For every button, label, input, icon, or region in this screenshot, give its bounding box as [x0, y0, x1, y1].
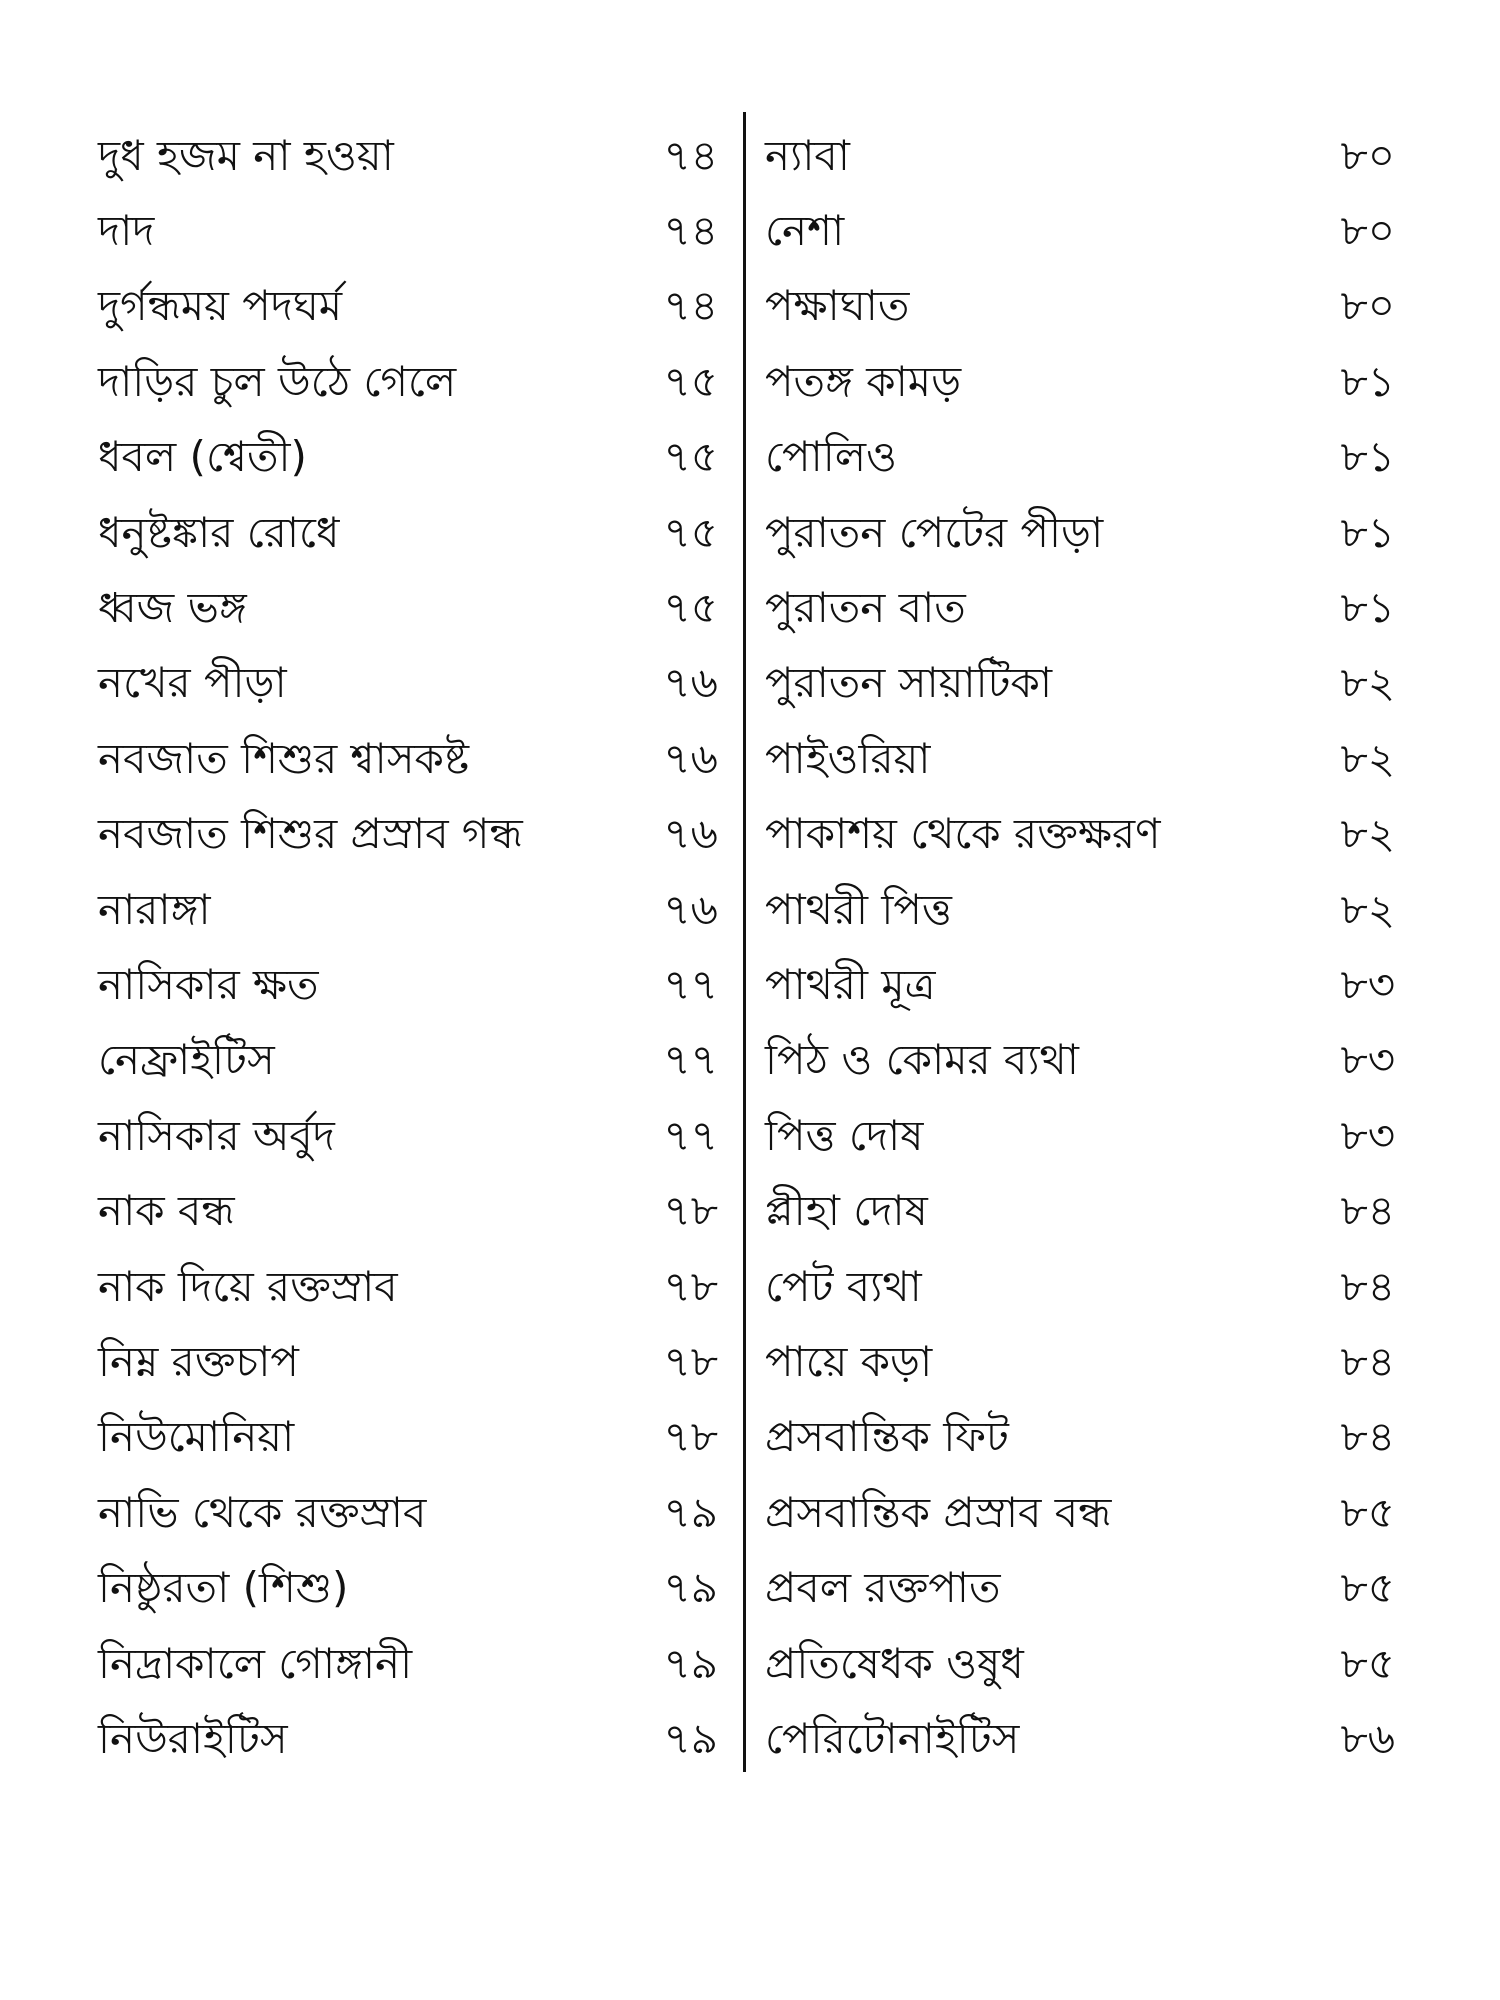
index-page-number: ৭৬ [663, 809, 718, 859]
index-topic: পাথরী পিত্ত [765, 884, 952, 934]
index-page-number: ৭৫ [663, 583, 718, 633]
index-topic: প্রতিষেধক ওষুধ [765, 1638, 1024, 1688]
index-topic: ধবল (শ্বেতী) [98, 432, 307, 482]
index-page-number: ৮১ [1340, 356, 1395, 406]
index-row [765, 269, 1395, 344]
index-page-number: ৭৭ [663, 1110, 718, 1160]
index-topic: দাদ [98, 206, 155, 256]
index-topic: পাথরী মূত্র [765, 959, 936, 1009]
index-page-number: ৮২ [1340, 809, 1395, 859]
index-topic: নাসিকার অর্বুদ [98, 1110, 335, 1160]
index-row [765, 1023, 1395, 1098]
index-row [98, 495, 718, 570]
index-page-number: ৭৭ [663, 959, 718, 1009]
index-page-number: ৭৪ [663, 206, 718, 256]
index-page-number: ৭৫ [663, 356, 718, 406]
index-row [98, 797, 718, 872]
index-topic: পেরিটোনাইটিস [765, 1713, 1020, 1763]
index-page-number: ৭৬ [663, 884, 718, 934]
index-topic: পাকাশয় থেকে রক্তক্ষরণ [765, 809, 1161, 859]
index-page-number: ৭৬ [663, 733, 718, 783]
index-page-number: ৮৬ [1340, 1713, 1395, 1763]
index-page-number: ৮১ [1340, 507, 1395, 557]
index-row [765, 1701, 1395, 1776]
index-topic: ন্যাবা [765, 130, 850, 180]
index-page-number: ৮০ [1340, 130, 1395, 180]
index-row [765, 797, 1395, 872]
index-page-number: ৮৩ [1340, 1035, 1395, 1085]
index-topic: প্রসবান্তিক ফিট [765, 1412, 1009, 1462]
index-topic: নিউরাইটিস [98, 1713, 288, 1763]
index-row [98, 193, 718, 268]
index-topic: ধ্বজ ভঙ্গ [98, 583, 247, 633]
index-row [98, 721, 718, 796]
index-page-number: ৭৭ [663, 1035, 718, 1085]
index-page-number: ৭৪ [663, 130, 718, 180]
index-row [765, 570, 1395, 645]
index-page-number: ৭৯ [663, 1487, 718, 1537]
index-page-number: ৭৮ [663, 1261, 718, 1311]
index-row [98, 1023, 718, 1098]
index-row [765, 1475, 1395, 1550]
index-row [765, 1400, 1395, 1475]
index-row [765, 1098, 1395, 1173]
column-divider [743, 112, 746, 1772]
index-row [98, 947, 718, 1022]
index-topic: দুধ হজম না হওয়া [98, 130, 394, 180]
index-page-number: ৮৩ [1340, 959, 1395, 1009]
index-topic: নাভি থেকে রক্তস্রাব [98, 1487, 427, 1537]
index-topic: নখের পীড়া [98, 658, 287, 708]
index-page-number: ৮২ [1340, 884, 1395, 934]
index-row [765, 947, 1395, 1022]
index-row [98, 1400, 718, 1475]
index-page-number: ৮০ [1340, 281, 1395, 331]
index-row [98, 1626, 718, 1701]
index-topic: পেট ব্যথা [765, 1261, 922, 1311]
index-topic: নেফ্রাইটিস [98, 1035, 275, 1085]
index-topic: নবজাত শিশুর শ্বাসকষ্ট [98, 733, 470, 783]
index-page-number: ৮৩ [1340, 1110, 1395, 1160]
index-row [765, 344, 1395, 419]
index-row [98, 1098, 718, 1173]
index-row [765, 495, 1395, 570]
index-row [98, 118, 718, 193]
index-row [765, 1173, 1395, 1248]
index-topic: পায়ে কড়া [765, 1336, 933, 1386]
index-topic: নিদ্রাকালে গোঙ্গানী [98, 1638, 413, 1688]
index-topic: পুরাতন সায়াটিকা [765, 658, 1053, 708]
index-row [98, 344, 718, 419]
index-topic: পতঙ্গ কামড় [765, 356, 962, 406]
index-page-number: ৮০ [1340, 206, 1395, 256]
index-page-number: ৮৪ [1340, 1412, 1395, 1462]
index-row [98, 1324, 718, 1399]
index-page-number: ৭৬ [663, 658, 718, 708]
index-row [98, 872, 718, 947]
index-page-number: ৮২ [1340, 733, 1395, 783]
index-topic: পুরাতন পেটের পীড়া [765, 507, 1104, 557]
index-page-number: ৮১ [1340, 583, 1395, 633]
index-topic: পিঠ ও কোমর ব্যথা [765, 1035, 1079, 1085]
index-topic: পুরাতন বাত [765, 583, 966, 633]
index-row [765, 1324, 1395, 1399]
index-page-number: ৭৫ [663, 507, 718, 557]
index-row [765, 420, 1395, 495]
index-topic: নাক দিয়ে রক্তস্রাব [98, 1261, 398, 1311]
index-row [765, 193, 1395, 268]
index-topic: পক্ষাঘাত [765, 281, 910, 331]
index-page-number: ৮৪ [1340, 1186, 1395, 1236]
index-row [98, 420, 718, 495]
index-page-number: ৮১ [1340, 432, 1395, 482]
index-row [765, 1249, 1395, 1324]
index-topic: নিউমোনিয়া [98, 1412, 295, 1462]
index-topic: ধনুষ্টঙ্কার রোধে [98, 507, 340, 557]
index-topic: দুর্গন্ধময় পদঘর্ম [98, 281, 343, 331]
index-row [765, 646, 1395, 721]
index-row [98, 1249, 718, 1324]
index-row [765, 721, 1395, 796]
index-row [765, 118, 1395, 193]
index-right-column [765, 118, 1395, 1777]
index-page-number: ৮৪ [1340, 1261, 1395, 1311]
index-row [765, 1626, 1395, 1701]
index-page-number: ৮৪ [1340, 1336, 1395, 1386]
index-page-number: ৭৮ [663, 1336, 718, 1386]
index-topic: নাসিকার ক্ষত [98, 959, 319, 1009]
index-page-number: ৭৯ [663, 1713, 718, 1763]
index-topic: নিষ্ঠুরতা (শিশু) [98, 1563, 349, 1613]
index-page-number: ৮৫ [1340, 1487, 1395, 1537]
index-page-number: ৭৯ [663, 1638, 718, 1688]
index-row [765, 1550, 1395, 1625]
index-topic: প্লীহা দোষ [765, 1186, 928, 1236]
index-topic: নবজাত শিশুর প্রস্রাব গন্ধ [98, 809, 523, 859]
index-page-number: ৮৫ [1340, 1638, 1395, 1688]
index-page-number: ৭৮ [663, 1412, 718, 1462]
index-topic: নারাঙ্গা [98, 884, 211, 934]
index-row [98, 1173, 718, 1248]
index-topic: নিম্ন রক্তচাপ [98, 1336, 299, 1386]
index-topic: পাইওরিয়া [765, 733, 931, 783]
index-row [98, 269, 718, 344]
index-topic: পিত্ত দোষ [765, 1110, 924, 1160]
index-page-number: ৭৫ [663, 432, 718, 482]
index-row [98, 1550, 718, 1625]
index-page-number: ৮৫ [1340, 1563, 1395, 1613]
index-topic: নেশা [765, 206, 845, 256]
index-page-number: ৭৪ [663, 281, 718, 331]
index-topic: পোলিও [765, 432, 897, 482]
index-topic: দাড়ির চুল উঠে গেলে [98, 356, 457, 406]
index-left-column [98, 118, 718, 1777]
index-row [98, 1475, 718, 1550]
index-page-number: ৭৮ [663, 1186, 718, 1236]
index-topic: প্রবল রক্তপাত [765, 1563, 1001, 1613]
index-page-number: ৮২ [1340, 658, 1395, 708]
index-row [98, 1701, 718, 1776]
index-topic: প্রসবান্তিক প্রস্রাব বন্ধ [765, 1487, 1112, 1537]
index-topic: নাক বন্ধ [98, 1186, 235, 1236]
index-row [98, 646, 718, 721]
index-row [98, 570, 718, 645]
index-page-number: ৭৯ [663, 1563, 718, 1613]
index-row [765, 872, 1395, 947]
